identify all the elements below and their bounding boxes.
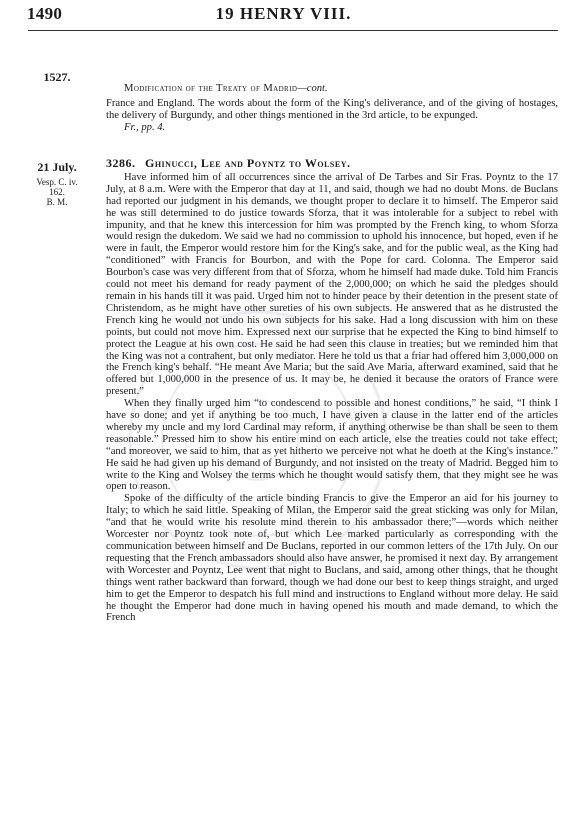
calendar-entry [106,158,558,624]
entry-title: Ghinucci, Lee and Poyntz to Wolsey. [145,156,351,170]
entry-paragraph-3: Spoke of the difficulty of the article binding Francis to give the Emperor an aid for his journey to Italy; to which he said little. Speaking of Milan, the Emperor said the great sticking was only for Milan, “and that he would write his resolute mind therein to his ambassador there;”—words which neither Worcester nor Poyntz took note of, but which Lee marked particularly as corresponding with the communication between himself and De Buclans, reported in our common letters of the 17th July. On our requesting that the French ambassadors should also have answer, he promised it next day. By arrangement with Worcester and Poyntz, Lee went that night to Buclans, and said, among other things, that he thought things went rather backward than forward, though we had done our best to keep things straight, and urged him to get the Emperor to despatch his full mind and instructions to England without more delay. He said he thought the Emperor had done much in having opened his mouth and made demand, to which the French [106,493,558,624]
entry-date: 21 July. [37,160,77,174]
entry-reference-line-3: B. M. [46,197,68,207]
entry-reference-line-2: 162. [49,187,65,197]
entry-number: 3286. [106,156,136,170]
page-number: 1490 [27,4,63,23]
previous-entry-heading [124,83,558,95]
entry-reference-line-1: Vesp. C. iv. [36,177,78,187]
previous-entry-text: France and England. The words about the form of the King's deliverance, and of the giving of hostages, the delivery of Burgundy, and other things mentioned in the 3rd article, to be expunged. [106,97,558,121]
margin-year: 1527. [43,70,71,84]
entry-paragraph-2: When they finally urged him “to condescend to possible and honest conditions,” he said, “I think I have so done; and yet if anything be too much, I have given a clause in the latter end of the articles whereby my uncle and my lord Cardinal may reform, if anything otherwise be than shall be seen to them reasonable.” Pressed him to show his entire mind on each article, else the treaties could not take effect; “and moreover, we said to him, that as yet hitherto we perceive not what he doeth at the King's instance.” He said he had given up his demand of Burgundy, and not insisted on the treaty of Madrid. Begged him to write to the King and Wolsey the terms which he thought would satisfy them, that they might see he was open to reason. [106,398,558,493]
header-rule [28,30,558,31]
previous-entry-source: Fr., pp. 4. [124,121,166,133]
running-title: 19 HENRY VIII. [215,4,352,23]
previous-entry-cont: —cont. [297,83,328,94]
previous-entry-title: Modification of the Treaty of Madrid [124,83,298,94]
entry-heading [106,158,558,170]
previous-entry [106,83,558,134]
entry-paragraph-1: Have informed him of all occurrences since the arrival of De Tarbes and Sir Fras. Poyntz to the 17 July, at 8 a.m. Were with the Emperor that day at 11, and said, though we had no doubt Mons. de Buclans had reported our judgment in his demands, we thought proper to declare it to himself. The Emperor said he was still determined to do justice towards Sforza, that it was intolerable for a subject to rebel with impunity, and that he knew this intercession for him was prompted by the French king, to whom Sforza would resign the dukedom. We said we had no commission to uphold his innocence, but hoped, even if he were in fault, the Emperor would restore him for the King's sake, and for the public weal, as the King had “conditioned” with Francis for Bourbon, and with the Pope for card. Colonna. The Emperor said Bourbon's case was very different from that of Sforza, whom he himself had made duke. Told him Francis could not meet his demand for ready payment of the 2,000,000; on which he said the pledges should remain in his hands till it was paid. Urged him not to hinder peace by their detention in the present state of Christendom, as he might have other sureties of his own subjects. He answered that as he distrusted the French king he would not undo his own subjects for his sake. Had a long discussion with him on these points, but could not move him. Expressed next our surprise that he expected the King to bind himself to protect the League at his own cost. He said he had seen this clause in treaties; but we reminded him that the King was not a contrahent, but only mediator. Here he told us that a friar had offered him 3,000,000 on the French king's behalf. “He meant Ave Maria; but the said Ave Maria, afterward examined, said that he offered but 1,000,000 in the presence of us. It may be, he denied it because the orators of France were present.” [106,171,558,398]
entry-reference [22,177,92,207]
